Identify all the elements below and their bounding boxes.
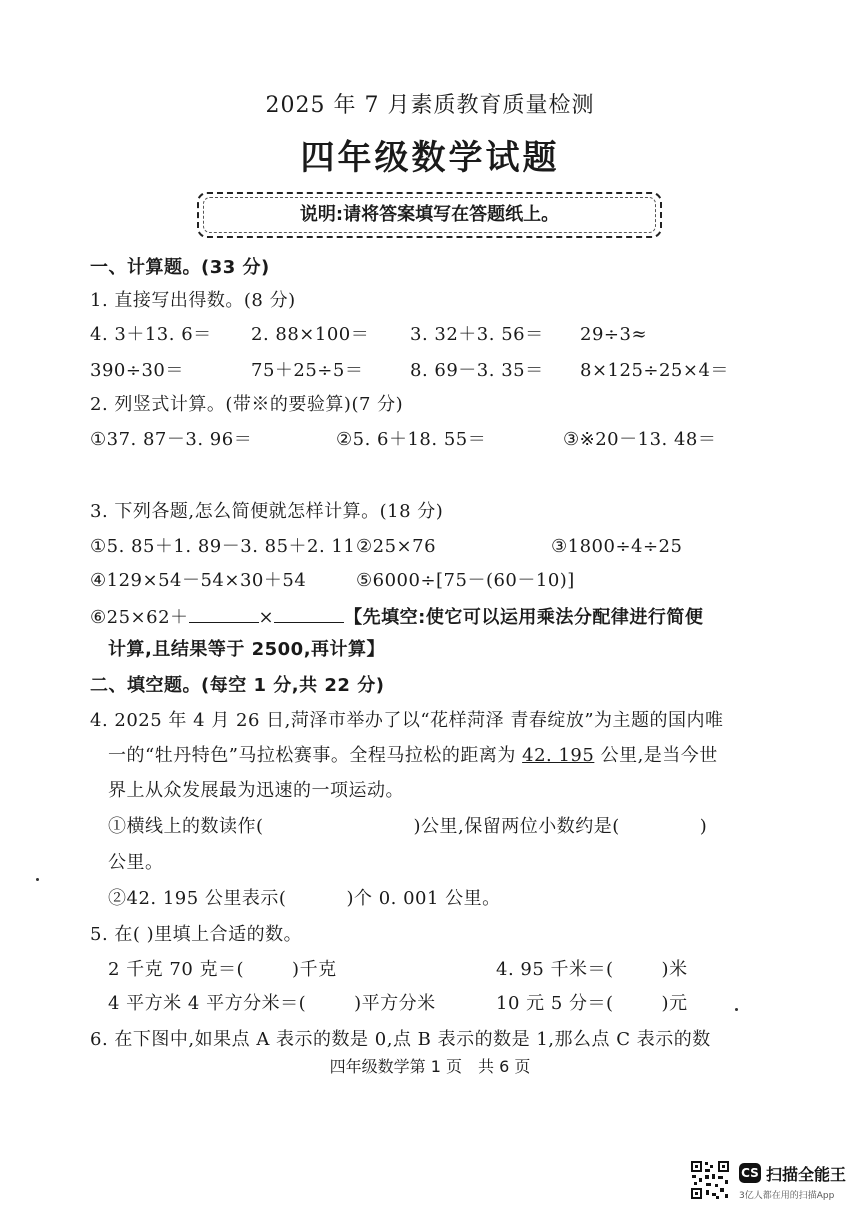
page-footer: 四年级数学第 1 页 共 6 页 bbox=[329, 1057, 531, 1076]
q3-item-5: ⑤6000÷[75－(60－10)] bbox=[356, 570, 575, 591]
q3-item6-blank-1 bbox=[189, 604, 259, 623]
q4-sub1-a: ①横线上的数读作( bbox=[108, 816, 264, 837]
q5-item2-b: )米 bbox=[661, 959, 688, 980]
camscanner-name: 扫描全能王 bbox=[766, 1165, 847, 1184]
camscanner-tagline: 3亿人都在用的扫描App bbox=[739, 1191, 835, 1201]
q3-item-2: ②25×76 bbox=[356, 536, 437, 557]
q4-line2-b: 公里,是当今世 bbox=[594, 745, 718, 766]
q5-item-2 bbox=[496, 958, 688, 982]
q1-item-1: 4. 3＋13. 6＝ bbox=[90, 324, 212, 345]
section1-heading: 一、计算题。(33 分) bbox=[90, 257, 270, 278]
notice-text: 说明:请将答案填写在答题纸上。 bbox=[299, 204, 560, 225]
q3-item-3: ③1800÷4÷25 bbox=[551, 536, 683, 557]
q3-item-6 bbox=[90, 604, 703, 630]
q2-item-1: ①37. 87－3. 96＝ bbox=[90, 429, 253, 450]
q4-sub1 bbox=[108, 815, 707, 839]
q5-item1-b: )千克 bbox=[292, 959, 337, 980]
q2-title: 2. 列竖式计算。(带※的要验算)(7 分) bbox=[90, 394, 404, 415]
q5-item2-a: 4. 95 千米＝( bbox=[496, 959, 614, 980]
subject-title: 四年级数学试题 bbox=[300, 138, 560, 178]
q2-item-3: ③※20－13. 48＝ bbox=[563, 429, 717, 450]
q3-title: 3. 下列各题,怎么简便就怎样计算。(18 分) bbox=[90, 501, 444, 522]
q2-item-2: ②5. 6＋18. 55＝ bbox=[336, 429, 487, 450]
q1-item-3: 3. 32＋3. 56＝ bbox=[410, 324, 544, 345]
q1-item-6: 75＋25÷5＝ bbox=[251, 360, 364, 381]
q4-distance-number: 42. 195 bbox=[522, 745, 595, 766]
notice-box bbox=[197, 192, 662, 238]
q1-item-8: 8×125÷25×4＝ bbox=[580, 360, 729, 381]
q4-sub1-b: )公里,保留两位小数约是( bbox=[413, 816, 620, 837]
q1-item-7: 8. 69－3. 35＝ bbox=[410, 360, 544, 381]
q5-item4-b: )元 bbox=[661, 993, 688, 1014]
q3-item6-note-cont: 计算,且结果等于 2500,再计算】 bbox=[108, 639, 386, 660]
q6-line-1: 6. 在下图中,如果点 A 表示的数是 0,点 B 表示的数是 1,那么点 C 表示的数 bbox=[90, 1029, 711, 1050]
q3-item-4: ④129×54－54×30＋54 bbox=[90, 570, 307, 591]
q1-title: 1. 直接写出得数。(8 分) bbox=[90, 290, 296, 311]
q5-item3-b: )平方分米 bbox=[354, 993, 436, 1014]
q4-line2-a: 一的“牡丹特色”马拉松赛事。全程马拉松的距离为 bbox=[108, 745, 523, 766]
q4-line-3: 界上从众发展最为迅速的一项运动。 bbox=[108, 780, 404, 801]
q4-line-2 bbox=[108, 744, 718, 768]
q5-item-3 bbox=[108, 992, 436, 1016]
qr-code-icon bbox=[690, 1160, 730, 1200]
section2-heading: 二、填空题。(每空 1 分,共 22 分) bbox=[90, 675, 385, 696]
q1-item-4: 29÷3≈ bbox=[580, 324, 648, 345]
q4-sub2 bbox=[108, 887, 501, 911]
camscanner-logo: CS bbox=[739, 1163, 761, 1183]
q5-title: 5. 在( )里填上合适的数。 bbox=[90, 924, 303, 945]
q4-sub1-c: ) bbox=[699, 816, 708, 837]
q5-item4-a: 10 元 5 分＝( bbox=[496, 993, 614, 1014]
q4-sub2-b: )个 0. 001 公里。 bbox=[346, 888, 501, 909]
q1-item-5: 390÷30＝ bbox=[90, 360, 184, 381]
q5-item-1 bbox=[108, 958, 337, 982]
scan-speck bbox=[36, 878, 39, 881]
scan-speck bbox=[735, 1008, 738, 1011]
q4-sub1-cont: 公里。 bbox=[108, 852, 164, 873]
q1-item-2: 2. 88×100＝ bbox=[251, 324, 370, 345]
q3-item6-blank-2 bbox=[274, 604, 344, 623]
q5-item1-a: 2 千克 70 克＝( bbox=[108, 959, 245, 980]
exam-title: 2025 年 7 月素质教育质量检测 bbox=[265, 93, 595, 118]
q5-item3-a: 4 平方米 4 平方分米＝( bbox=[108, 993, 307, 1014]
q3-item6-prefix: ⑥25×62＋ bbox=[90, 607, 189, 628]
q5-item-4 bbox=[496, 992, 688, 1016]
q3-item6-times: × bbox=[258, 607, 275, 628]
q3-item6-note: 【先填空:使它可以运用乘法分配律进行简便 bbox=[344, 607, 704, 628]
q4-line-1: 4. 2025 年 4 月 26 日,菏泽市举办了以“花样菏泽 青春绽放”为主题的国内唯 bbox=[90, 710, 724, 731]
q3-item-1: ①5. 85＋1. 89－3. 85＋2. 11 bbox=[90, 536, 356, 557]
q4-sub2-a: ②42. 195 公里表示( bbox=[108, 888, 287, 909]
